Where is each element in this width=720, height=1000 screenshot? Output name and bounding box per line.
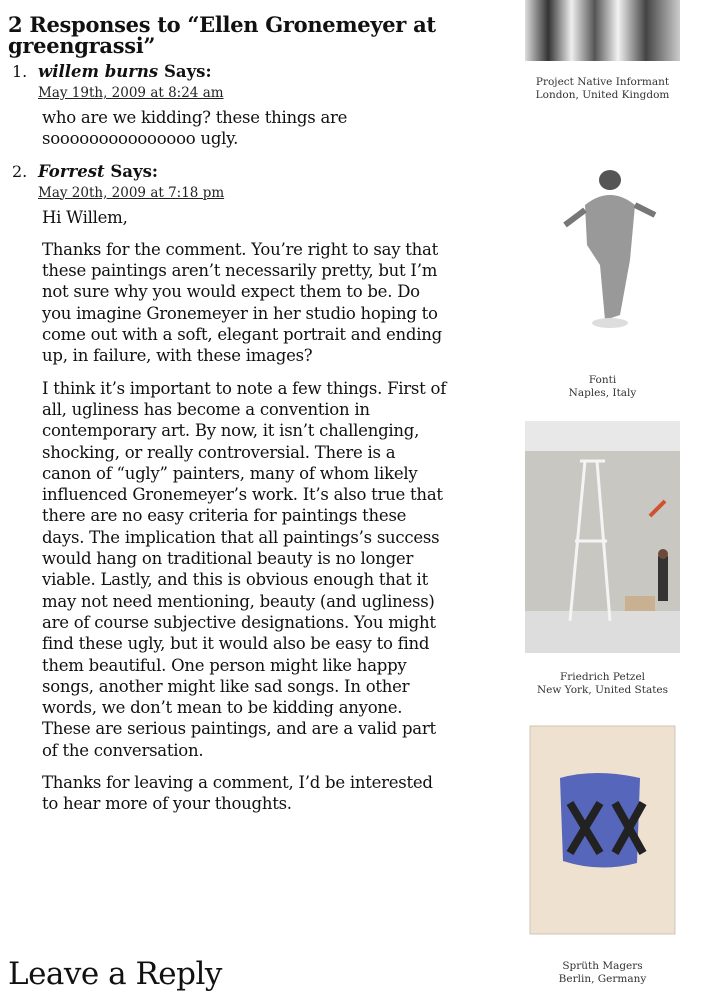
says-label: Says: (110, 161, 158, 181)
gallery-location: Naples, Italy (568, 387, 637, 399)
comment-date-link[interactable]: May 20th, 2009 at 7:18 pm (38, 184, 225, 201)
comments-title: 2 Responses to “Ellen Gronemeyer at greengrassi” (8, 12, 436, 58)
gallery-item[interactable] (525, 421, 680, 697)
comment-date-link[interactable]: May 19th, 2009 at 8:24 am (38, 85, 224, 101)
comment-list (8, 62, 448, 815)
comment-paragraph: who are we kidding? these things are sooooooooooooooo ugly. (42, 108, 348, 149)
comment-author: willem burns (38, 62, 159, 81)
comments-section (8, 14, 448, 827)
gallery-name: Project Native Informant (535, 76, 670, 88)
comment-paragraph: Thanks for the comment. You’re right to say that these paintings aren’t necessarily pretty, but I’m not sure why you would expect them to be. Do you imagine Gronemeyer in her studio hoping to come out with a soft, elegant portrait and ending up, in failure, with these images? (42, 239, 442, 366)
gallery-image[interactable] (525, 421, 680, 653)
gallery-item[interactable] (525, 165, 680, 400)
gallery-image[interactable] (525, 723, 680, 938)
comment-1 (8, 62, 448, 150)
gallery-name: Fonti (588, 374, 617, 386)
gallery-name: Sprüth Magers (562, 960, 643, 972)
gallery-location: London, United Kingdom (535, 89, 670, 101)
says-label: Says: (163, 62, 212, 81)
comment-number: 1. (12, 62, 28, 81)
gallery-image[interactable] (525, 0, 680, 61)
gallery-item[interactable] (525, 723, 680, 986)
comment-paragraph: Thanks for leaving a comment, I’d be interested to hear more of your thoughts. (42, 773, 433, 814)
comment-author-link[interactable]: Forrest (38, 161, 105, 181)
gallery-location: Berlin, Germany (558, 973, 647, 985)
comment-paragraph: I think it’s important to note a few things. First of all, ugliness has become a convention in contemporary art. By now, it isn’t challenging, shocking, or really controversial. There is a canon of “ugly” painters, many of whom likely influenced Gronemeyer’s work. It’s also true that there are no easy criteria for paintings these days. The implication that all paintings’s success would hang on traditional beauty is no longer viable. Lastly, and this is obvious enough that it may not need mentioning, beauty (and ugliness) are of course subjective designations. You might find these ugly, but it would also be easy to find them beautiful. One person might like happy songs, another might like sad songs. In other words, we don’t mean to be kidding anyone. These are serious paintings, and are a valid part of the conversation. (42, 378, 447, 760)
gallery-location: New York, United States (536, 684, 669, 696)
comment-paragraph: Hi Willem, (42, 207, 128, 227)
leave-reply-heading: Leave a Reply (8, 956, 222, 992)
comment-2 (8, 162, 448, 815)
comment-number: 2. (12, 161, 28, 181)
gallery-item[interactable] (525, 0, 680, 102)
gallery-image[interactable] (525, 165, 680, 335)
gallery-name: Friedrich Petzel (559, 671, 646, 683)
